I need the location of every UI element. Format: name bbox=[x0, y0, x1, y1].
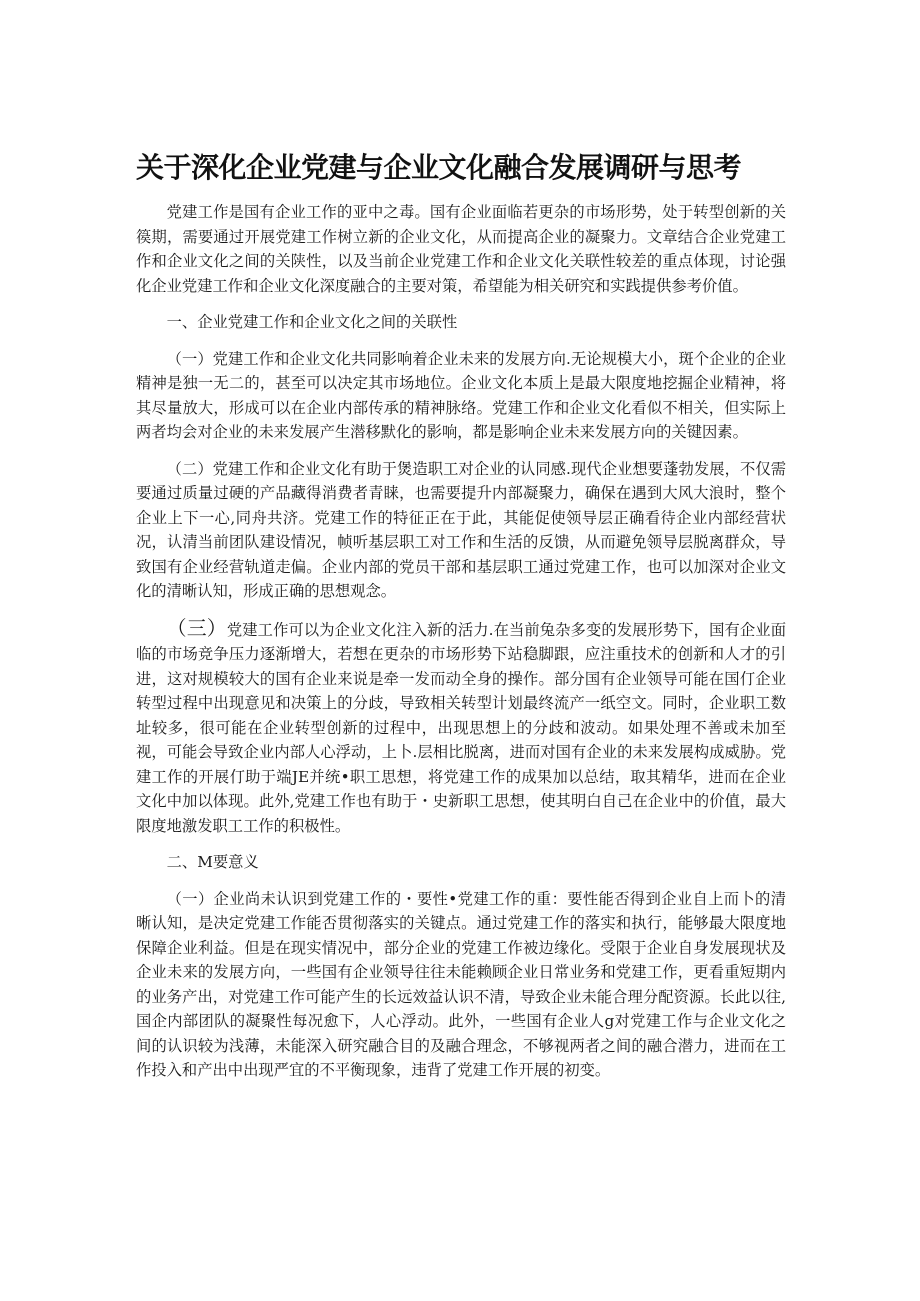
section-1-paragraph-3 bbox=[136, 616, 786, 839]
section-1-paragraph-1: （一）党建工作和企业文化共同影响着企业未来的发展方向.无论规模大小，斑个企业的企业精神是独一无二的，甚至可以决定其市场地位。企业文化本质上是最大限度地挖掘企业精神，将其尽量放大，形成可以在企业内部传承的精神脉络。党建工作和企业文化看似不相关，但实际上两者均会对企业的未来发展产生潜移默化的影响，都是影响企业未来发展方向的关键因素。 bbox=[136, 349, 786, 441]
section-2-paragraph-1: （一）企业尚未认识到党建工作的・要性•党建工作的重：要性能否得到企业自上而卜的清晰认知，是决定党建工作能否贯彻落实的关键点。通过党建工作的落实和执行，能够最大限度地保障企业利益。但是在现实情况中，部分企业的党建工作被边缘化。受限于企业自身发展现状及企业未来的发展方向，一些国有企业领导往往未能赖顾企业日常业务和党建工作，更看重短期内的业务产出，对党建工作可能产生的长远效益认识不清，导致企业未能合理分配资源。长此以往,国企内部团队的凝聚性每况愈下，人心浮动。此外，一些国有企业人g对党建工作与企业文化之间的认识较为浅薄，未能深入研究融合目的及融合理念，不够视两者之间的融合潜力，进而在工作投入和产出中出现严宜的不平衡现象，违背了党建工作开展的初变。 bbox=[136, 889, 786, 1079]
section-1-heading: 一、企业党建工作和企业文化之间的关联性 bbox=[166, 313, 458, 331]
paragraph-3-marker: （三） bbox=[166, 615, 227, 640]
intro-paragraph: 党建工作是国有企业工作的亚中之毒。国有企业面临若更杂的市场形势，处于转型创新的关篌期，需要通过开展党建工作树立新的企业文化，从而提高企业的凝聚力。文章结合企业党建工作和企业文化之间的关陕性，以及当前企业党建工作和企业文化关联性较差的重点体现，讨论强化企业党建工作和企业文化深度融合的主要对策，希望能为相关研究和实践提供参考价值。 bbox=[136, 203, 786, 295]
section-1-paragraph-3-text: 党建工作可以为企业文化注入新的活力.在当前兔杂多变的发展形势下，国有企业面临的市场竞争压力逐渐增大，若想在更杂的市场形势下站稳脚跟，应注重技术的创新和人才的引进，这对规模较大的国有企业来说是牵一发而动全身的操作。部分国有企业领导可能在国仃企业转型过程中出现意见和决策上的分歧，导致相关转型计划最终流产一纸空文。同时，企业职工数址较多，很可能在企业转型创新的过程中，出现思想上的分歧和波动。如果处理不善或未加至视，可能会导致企业内部人心浮动，上卜.层相比脱离，进而对国有企业的未来发展构成威胁。党建工作的开展仃助于端JE并统•职工思想，将党建工作的成果加以总结，取其精华，进而在企业文化中加以体现。此外,党建工作也有助于・史新职工思想，使其明白自己在企业中的价值，最大限度地激发职工工作的积极性。 bbox=[136, 620, 786, 835]
section-2-heading: 二、M要意义 bbox=[166, 853, 259, 871]
section-1-paragraph-2: （二）党建工作和企业文化有助于煲造职工对企业的认同感.现代企业想要蓬勃发展，不仅需要通过质量过硬的产品藏得消费者青睐，也需要提升内部凝聚力，确保在遇到大风大浪时，整个企业上下一心,同舟共济。党建工作的特征正在于此，其能促使领导层正确看待企业内部经营状况，认清当前团队建设情况，帧听基层职工对工作和生活的反馈，从而避免领导层脱离群众，导致国有企业经营轨道走偏。企业内部的党员干部和基层职工通过党建工作，也可以加深对企业文化的清晰认知，形成正确的思想观念。 bbox=[136, 459, 786, 600]
document-body bbox=[136, 200, 786, 1095]
page-title: 关于深化企业党建与企业文化融合发展调研与思考 bbox=[136, 151, 742, 184]
